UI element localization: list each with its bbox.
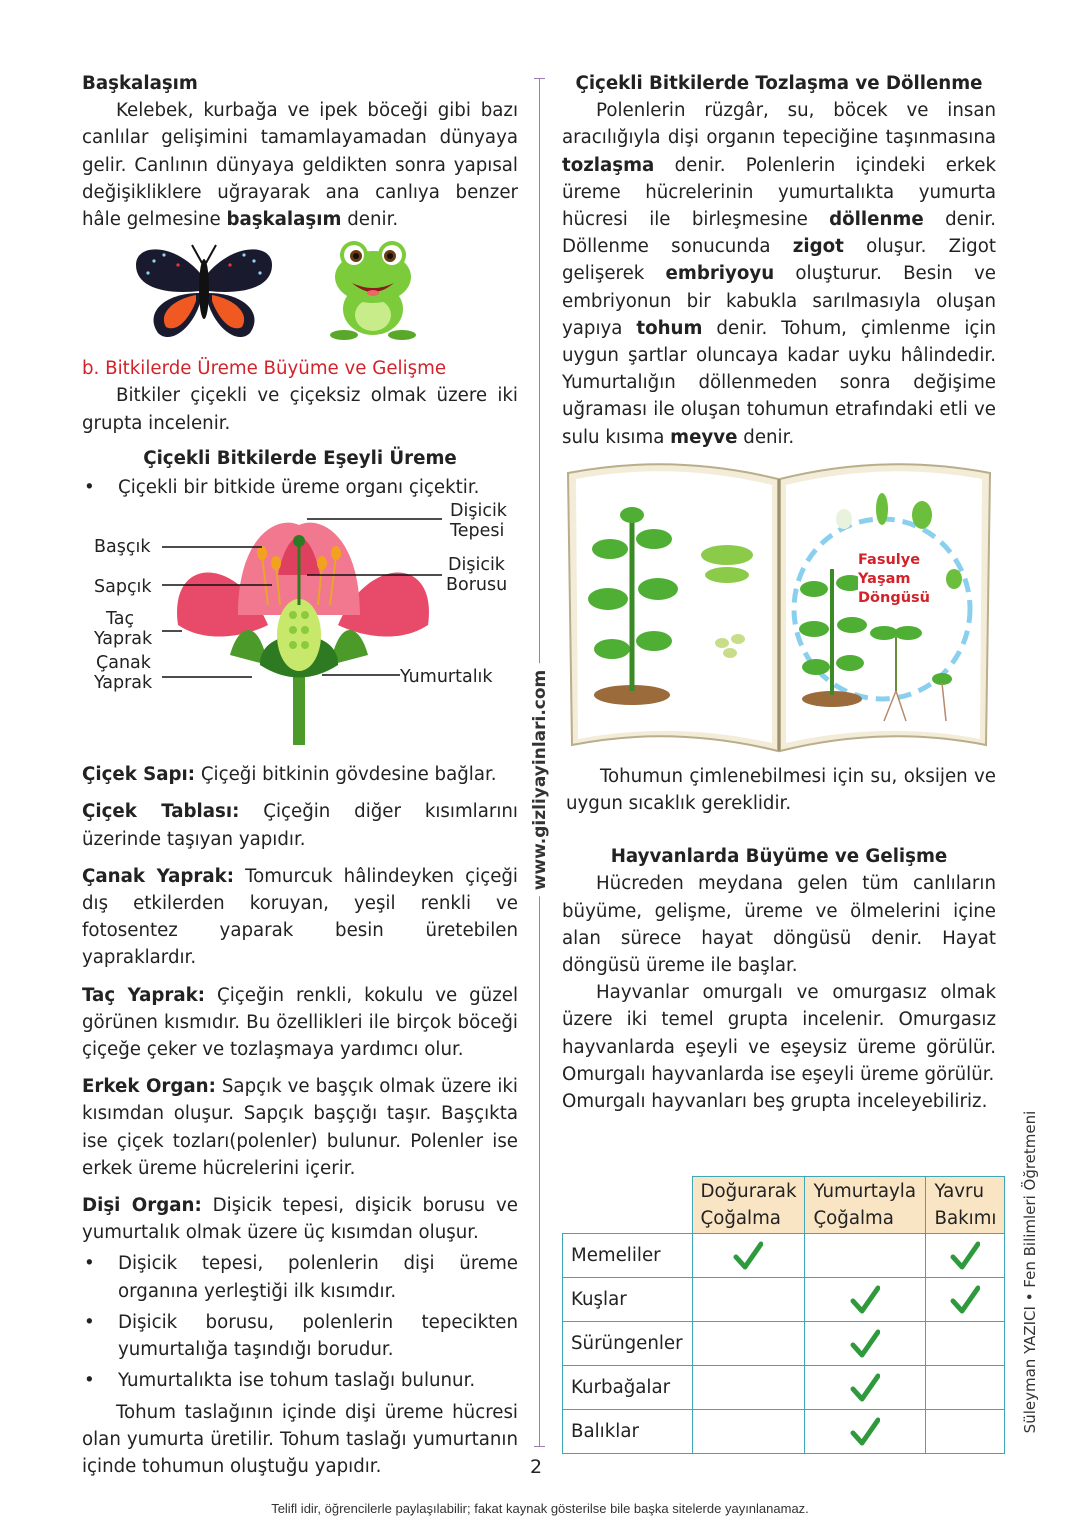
butterfly-image [134, 243, 274, 347]
label-bascik: Başçık [94, 537, 151, 558]
check-cell [805, 1234, 926, 1278]
heading-tozlasma: Çiçekli Bitkilerde Tozlaşma ve Döllenme [575, 73, 983, 94]
def-canak-yaprak: Çanak Yaprak: Tomurcuk hâlindeyken çiçeği dış etkilerden koruyan, yeşil renkli ve fotosentez yaparak besin üretebilen yapraklardır. [82, 865, 518, 969]
check-icon [850, 1285, 880, 1315]
page-number: 2 [530, 1456, 543, 1478]
check-icon [733, 1241, 763, 1271]
check-icon [850, 1329, 880, 1359]
check-cell [692, 1322, 805, 1366]
bullet-flower: • Çiçekli bir bitkide üreme organı çiçektir. [82, 474, 518, 501]
label-canak-yaprak: Yaprak [94, 673, 153, 694]
def-tac-yaprak: Taç Yaprak: Çiçeğin renkli, kokulu ve güzel görünen kısmıdır. Bu özellikleri ile birçok böceği çiçeğe çeker ve tozlaşmaya yardımcı olur. [82, 984, 518, 1061]
section-b-heading: b. Bitkilerde Üreme Büyüme ve Gelişme [82, 358, 447, 380]
publisher-url: www.gizliyayinlari.com [530, 664, 550, 897]
check-cell [805, 1278, 926, 1322]
def-erkek-organ: Erkek Organ: Sapçık ve başçık olmak üzere iki kısımdan oluşur. Sapçık başçığı taşır. Başçıkta ise çiçek tozları(polenler) bulunur. Polenler ise erkek üreme hücrelerini içerir. [82, 1076, 518, 1179]
table-row [563, 1322, 1005, 1366]
divider-tick-bottom [534, 1446, 545, 1447]
table-header-row [563, 1177, 1005, 1234]
bean-lifecycle-book [562, 459, 996, 759]
check-cell [805, 1410, 926, 1454]
label-tac: Taç [106, 609, 135, 630]
header-yumurtayla: Yumurtayla Çoğalma [805, 1177, 926, 1234]
right-column [562, 70, 996, 1115]
check-cell [805, 1322, 926, 1366]
check-cell [926, 1366, 1005, 1410]
table-corner [563, 1177, 693, 1234]
table-row [563, 1410, 1005, 1454]
row-label: Kurbağalar [563, 1366, 693, 1410]
label-sapcik: Sapçık [94, 577, 152, 598]
label-disicik-tepesi-2: Tepesi [450, 521, 505, 542]
header-dogurarak: Doğurarak Çoğalma [692, 1177, 805, 1234]
def-disi-organ: Dişi Organ: Dişicik tepesi, dişicik borusu ve yumurtalık olmak üzere üç kısımdan oluşur. [82, 1195, 518, 1244]
row-label: Balıklar [563, 1410, 693, 1454]
heading-hayvanlar: Hayvanlarda Büyüme ve Gelişme [610, 846, 948, 868]
frog-image [328, 237, 418, 341]
label-disicik-borusu-1: Dişicik [448, 555, 505, 576]
def-cicek-tablasi: Çiçek Tablası: Çiçeğin diğer kısımlarını üzerinde taşıyan yapıdır. [82, 801, 518, 850]
check-cell [926, 1278, 1005, 1322]
table-row [563, 1234, 1005, 1278]
bullet-disicik-tepesi: • Dişicik tepesi, polenlerin dişi üreme organına yerleştiği ilk kısımdır. [82, 1250, 518, 1304]
book-image [562, 459, 996, 755]
book-label-yasam: Yaşam [858, 570, 911, 587]
row-label: Kuşlar [563, 1278, 693, 1322]
animals-illustration [82, 237, 518, 353]
label-disicik-tepesi-1: Dişicik [450, 501, 507, 522]
paragraph-hayat-dongusu: Hücreden meydana gelen tüm canlıların büyüme, gelişme, üreme ve ölmelerini içine alan sürece hayat döngüsü denir. Hayat döngüsü üreme ile başlar. [562, 873, 996, 977]
divider-tick-top [534, 78, 545, 79]
paragraph-bes-grup: Omurgalı hayvanları beş grupta inceleyebiliriz. [562, 1091, 988, 1113]
book-label-fasulye: Fasulye [858, 551, 921, 568]
table-row [563, 1278, 1005, 1322]
table-row [563, 1366, 1005, 1410]
check-cell [926, 1410, 1005, 1454]
paragraph-omurgali: Hayvanlar omurgalı ve omurgasız olmak üzere iki temel grupta incelenir. Omurgasız hayvanlarda eşeyli ve eşeysiz üreme görülür. Omurgalı hayvanlarda ise eşeyli üreme görülür. [562, 982, 996, 1085]
check-cell [926, 1234, 1005, 1278]
bullet-disicik-borusu: • Dişicik borusu, polenlerin tepecikten yumurtalığa taşındığı borudur. [82, 1309, 518, 1363]
check-icon [950, 1241, 980, 1271]
label-tac-yaprak: Yaprak [94, 629, 153, 650]
header-yavru-bakimi: Yavru Bakımı [926, 1177, 1005, 1234]
flower-diagram [82, 501, 518, 761]
label-yumurtalik: Yumurtalık [400, 667, 493, 688]
book-label-dongusu: Döngüsü [858, 589, 930, 606]
row-label: Memeliler [563, 1234, 693, 1278]
paragraph-bitkiler: Bitkiler çiçekli ve çiçeksiz olmak üzere iki grupta incelenir. [82, 385, 518, 434]
def-cicek-sapi: Çiçek Sapı: Çiçeği bitkinin gövdesine bağlar. [82, 764, 497, 786]
paragraph-baskalasim: Kelebek, kurbağa ve ipek böceği gibi bazı canlılar gelişimini tamamlayamadan dünyaya gelir. Canlının dünyaya geldikten sonra yapısal değişikliklere uğrayarak ana canlıya benzer hâle gelmesine başkalaşım denir. [82, 100, 518, 231]
footer-notice: Telifl idir, öğrencilerle paylaşılabilir; fakat kaynak gösterilse bile başka sitelerde yayınlanamaz. [271, 1501, 809, 1516]
check-cell [692, 1410, 805, 1454]
label-canak: Çanak [96, 653, 151, 674]
paragraph-cimlenme: Tohumun çimlenebilmesi için su, oksijen ve uygun sıcaklık gereklidir. [566, 765, 996, 815]
check-cell [692, 1366, 805, 1410]
book-label [858, 551, 930, 608]
bullet-dot: • [84, 1311, 95, 1333]
check-cell [926, 1322, 1005, 1366]
check-cell [692, 1234, 805, 1278]
paragraph-tozlasma: Polenlerin rüzgâr, su, böcek ve insan aracılığıyla dişi organın tepeciğine taşınmasına tozlaşma denir. Polenlerin içindeki erkek üreme hücrelerinin yumurtalıkta yumurta hücresi ile birleşmesine döllenme denir. Döllenme sonucunda zigot oluşur. Zigot gelişerek embriyoyu oluşturur. Besin ve embriyonun bir kabukla sarılmasıyla oluşan yapıya tohum denir. Tohum, çimlenme için uygun şartlar oluncaya kadar uyku hâlindedir. Yumurtalığın döllenmeden sonra değişime uğraması ile oluşan tohumun etrafındaki etli ve sulu kısıma meyve denir. [562, 100, 996, 448]
check-icon [950, 1285, 980, 1315]
check-cell [805, 1366, 926, 1410]
reproduction-table [562, 1176, 1005, 1454]
row-label: Sürüngenler [563, 1322, 693, 1366]
check-icon [850, 1373, 880, 1403]
heading-baskalasim: Başkalaşım [82, 73, 198, 94]
author-side-text: Süleyman YAZICI • Fen Bilimleri Öğretmeni [1021, 1110, 1039, 1434]
label-disicik-borusu-2: Borusu [446, 575, 508, 596]
check-icon [850, 1417, 880, 1447]
bullet-yumurtalik: • Yumurtalıkta ise tohum taslağı bulunur. [82, 1367, 518, 1394]
check-cell [692, 1278, 805, 1322]
bullet-dot: • [84, 1253, 95, 1275]
bullet-dot: • [84, 477, 95, 499]
paragraph-tohum-taslagi: Tohum taslağının içinde dişi üreme hücresi olan yumurta üretilir. Tohum taslağı yumurtanın içinde tohumun oluştuğu yapıdır. [82, 1401, 518, 1477]
heading-esyeyli-ureme: Çiçekli Bitkilerde Eşeyli Üreme [143, 447, 457, 469]
left-column [82, 70, 518, 1480]
bullet-dot: • [84, 1370, 95, 1392]
